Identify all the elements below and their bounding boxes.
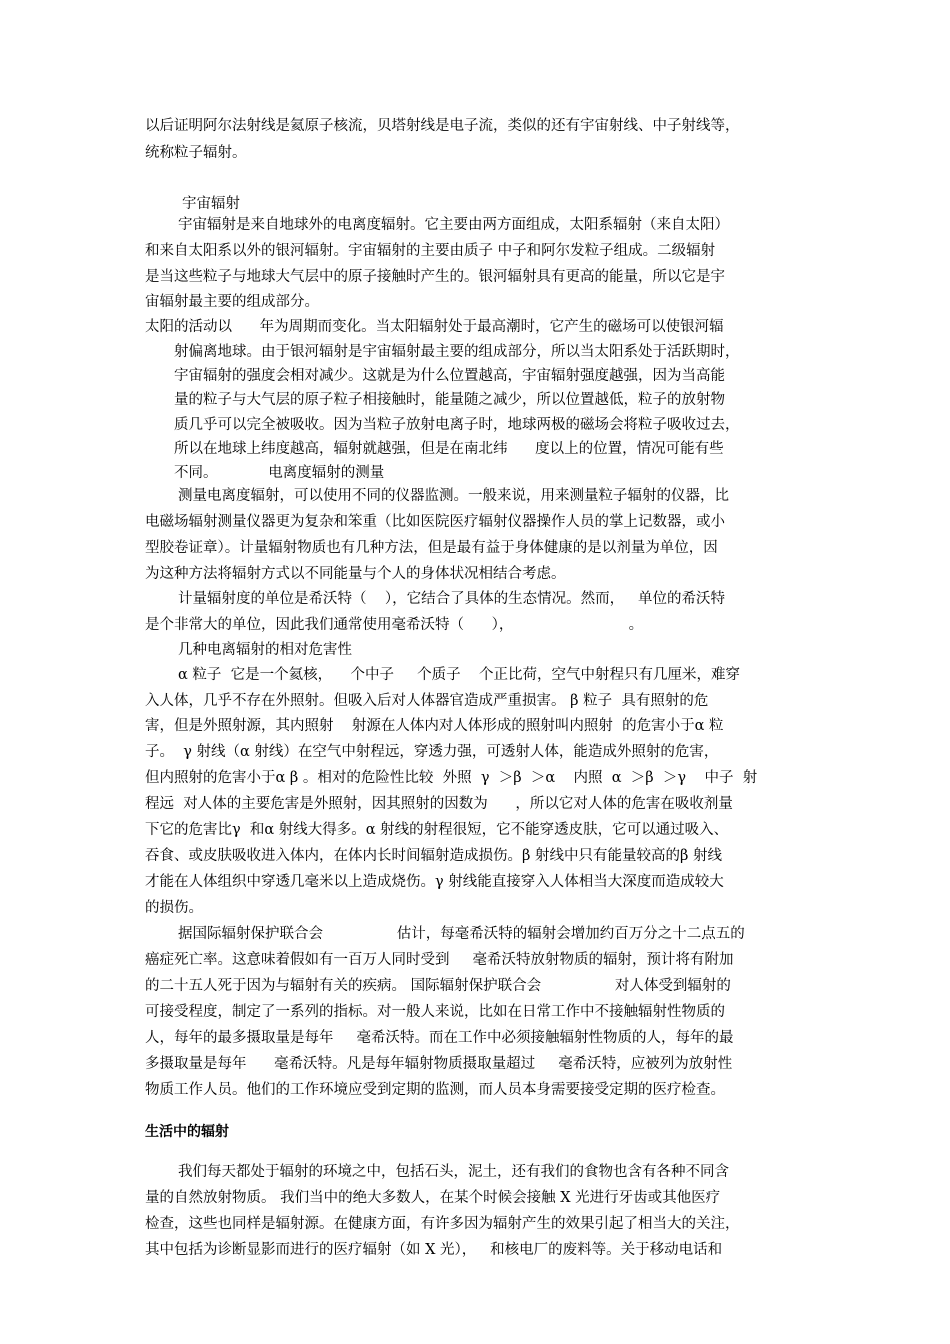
text-line: 的损伤。 — [145, 900, 203, 916]
text-line: 型胶卷证章）。计量辐射物质也有几种方法，但是最有益于身体健康的是以剂量为单位，因 — [145, 540, 718, 556]
text-line: 检查，这些也同样是辐射源。在健康方面，有许多因为辐射产生的效果引起了相当大的关注， — [145, 1216, 740, 1232]
text-line: 但内照射的危害小于α β 。相对的危险性比较 外照 γ ＞β ＞α 内照 α ＞β ＞γ 中子 射 — [145, 770, 758, 786]
text-line: 我们每天都处于辐射的环境之中，包括石头，泥土，还有我们的食物也含有各种不同含 — [178, 1164, 729, 1180]
text-line: 电磁场辐射测量仪器更为复杂和笨重（比如医院医疗辐射仪器操作人员的掌上记数器，或小 — [145, 514, 725, 530]
text-line: 害，但是外照射源，其内照射 射源在人体内对人体形成的照射叫内照射 的危害小于α 粒 — [145, 718, 724, 734]
text-line: 下它的危害比γ 和α 射线大得多。α 射线的射程很短，它不能穿透皮肤，它可以通过吸入、 — [145, 822, 729, 838]
text-line: 射偏离地球。由于银河辐射是宇宙辐射最主要的组成部分，所以当太阳系处于活跃期时， — [174, 344, 740, 360]
text-line: 入人体，几乎不存在外照射。但吸入后对人体器官造成严重损害。 β 粒子 具有照射的危 — [145, 693, 709, 709]
text-line: 是当这些粒子与地球大气层中的原子接触时产生的。银河辐射具有更高的能量，所以它是宇 — [145, 269, 725, 285]
text-line: 程远 对人体的主要危害是外照射，因其照射的因数为 ，所以它对人体的危害在吸收剂量 — [145, 796, 733, 812]
text-line: 人，每年的最多摄取量是每年 毫希沃特。而在工作中必须接触辐射性物质的人，每年的最 — [145, 1030, 734, 1046]
text-line: 其中包括为诊断显影而进行的医疗辐射（如 X 光）， 和核电厂的废料等。关于移动电话和 — [145, 1242, 723, 1258]
section-title: 几种电离辐射的相对危害性 — [178, 642, 352, 658]
text-line: 质几乎可以完全被吸收。因为当粒子放射电离子时，地球两极的磁场会将粒子吸收过去， — [174, 417, 740, 433]
text-line: 据国际辐射保护联合会 估计，每毫希沃特的辐射会增加约百万分之十二点五的 — [178, 926, 745, 942]
text-line: 测量电离度辐射，可以使用不同的仪器监测。一般来说，用来测量粒子辐射的仪器，比 — [178, 488, 729, 504]
text-line: 的二十五人死于因为与辐射有关的疾病。 国际辐射保护联合会 对人体受到辐射的 — [145, 978, 731, 994]
text-line: 物质工作人员。他们的工作环境应受到定期的监测，而人员本身需要接受定期的医疗检查。 — [145, 1082, 725, 1098]
text-line: 可接受程度，制定了一系列的指标。对一般人来说，比如在日常工作中不接触辐射性物质的 — [145, 1004, 725, 1020]
text-line: 为这种方法将辐射方式以不同能量与个人的身体状况相结合考虑。 — [145, 566, 566, 582]
text-line: 不同。 电离度辐射的测量 — [174, 465, 385, 481]
text-line: 癌症死亡率。这意味着假如有一百万人同时受到 毫希沃特放射物质的辐射，预计将有附加 — [145, 952, 734, 968]
text-line: 是个非常大的单位，因此我们通常使用毫希沃特（ ）， 。 — [145, 617, 644, 633]
section-title: 宇宙辐射 — [182, 196, 240, 212]
text-line: 所以在地球上纬度越高，辐射就越强，但是在南北纬 度以上的位置，情况可能有些 — [174, 441, 724, 457]
text-line: 和来自太阳系以外的银河辐射。宇宙辐射的主要由质子 中子和阿尔发粒子组成。二级辐射 — [145, 243, 716, 259]
text-line: 量的粒子与大气层的原子粒子相接触时，能量随之减少，所以位置越低，粒子的放射物 — [174, 392, 725, 408]
text-line: 宇宙辐射的强度会相对减少。这就是为什么位置越高，宇宙辐射强度越强，因为当高能 — [174, 368, 725, 384]
text-line: 子。 γ 射线（α 射线）在空气中射程远，穿透力强，可透射人体，能造成外照射的危害， — [145, 744, 719, 760]
text-line: 吞食、或皮肤吸收进入体内，在体内长时间辐射造成损伤。β 射线中只有能量较高的β 射线 — [145, 848, 722, 864]
text-line: 多摄取量是每年 毫希沃特。凡是每年辐射物质摄取量超过 毫希沃特，应被列为放射性 — [145, 1056, 733, 1072]
section-heading: 生活中的辐射 — [145, 1124, 229, 1140]
text-line: α 粒子 它是一个氦核， 个中子 个质子 个正比荷，空气中射程只有几厘米，难穿 — [178, 667, 741, 683]
text-line: 太阳的活动以 年为周期而变化。当太阳辐射处于最高潮时，它产生的磁场可以使银河辐 — [145, 319, 724, 335]
text-line: 宇宙辐射是来自地球外的电离度辐射。它主要由两方面组成，太阳系辐射（来自太阳） — [178, 217, 729, 233]
text-line: 才能在人体组织中穿透几毫米以上造成烧伤。γ 射线能直接穿入人体相当大深度而造成较大 — [145, 874, 724, 890]
text-line: 宙辐射最主要的组成部分。 — [145, 294, 319, 310]
text-line: 统称粒子辐射。 — [145, 145, 247, 161]
text-line: 量的自然放射物质。 我们当中的绝大多数人，在某个时候会接触 X 光进行牙齿或其他医疗 — [145, 1190, 721, 1206]
text-line: 计量辐射度的单位是希沃特（ ），它结合了具体的生态情况。然而， 单位的希沃特 — [178, 591, 726, 607]
text-line: 以后证明阿尔法射线是氦原子核流，贝塔射线是电子流，类似的还有宇宙射线、中子射线等， — [145, 118, 740, 134]
